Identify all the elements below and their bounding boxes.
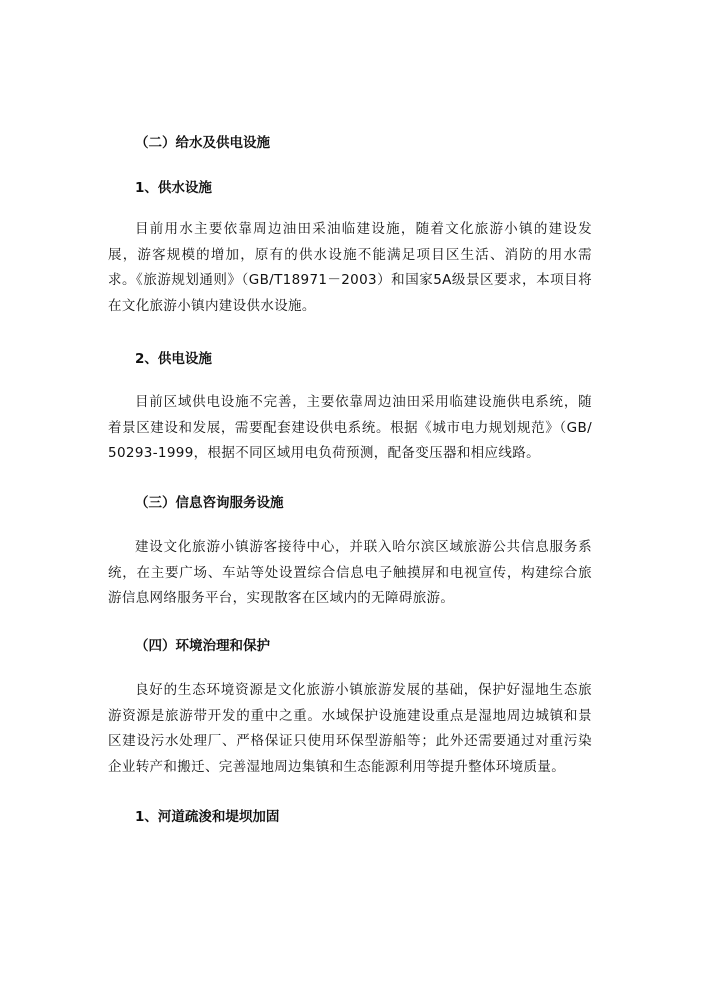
subsection-heading-water-supply: 1、供水设施 [135, 180, 212, 196]
section-heading-environment: （四）环境治理和保护 [135, 638, 270, 654]
paragraph-power-supply: 目前区域供电设施不完善，主要依靠周边油田采用临建设施供电系统，随着景区建设和发展，需要配套建设供电系统。根据《城市电力规划规范》（GB/50293-1999，根据不同区域用电负荷预测，配备变压器和相应线路。 [108, 394, 592, 462]
subsection-heading-river-dredging: 1、河道疏浚和堤坝加固 [135, 809, 280, 825]
paragraph-water-supply: 目前用水主要依靠周边油田采油临建设施，随着文化旅游小镇的建设发展，游客规模的增加，原有的供水设施不能满足项目区生活、消防的用水需求。《旅游规划通则》（GB/T18971－2003）和国家5A级景区要求，本项目将在文化旅游小镇内建设供水设施。 [108, 221, 592, 314]
paragraph-environment: 良好的生态环境资源是文化旅游小镇旅游发展的基础，保护好湿地生态旅游资源是旅游带开发的重中之重。水域保护设施建设重点是湿地周边城镇和景区建设污水处理厂、严格保证只使用环保型游船等；此外还需要通过对重污染企业转产和搬迁、完善湿地周边集镇和生态能源利用等提升整体环境质量。 [108, 682, 592, 775]
subsection-heading-power-supply: 2、供电设施 [135, 351, 212, 367]
section-heading-information-services: （三）信息咨询服务设施 [135, 495, 284, 511]
paragraph-information-services: 建设文化旅游小镇游客接待中心，并联入哈尔滨区域旅游公共信息服务系统，在主要广场、车站等处设置综合信息电子触摸屏和电视宣传，构建综合旅游信息网络服务平台，实现散客在区域内的无障碍旅游。 [108, 539, 592, 607]
section-heading-water-power: （二）给水及供电设施 [135, 135, 270, 151]
